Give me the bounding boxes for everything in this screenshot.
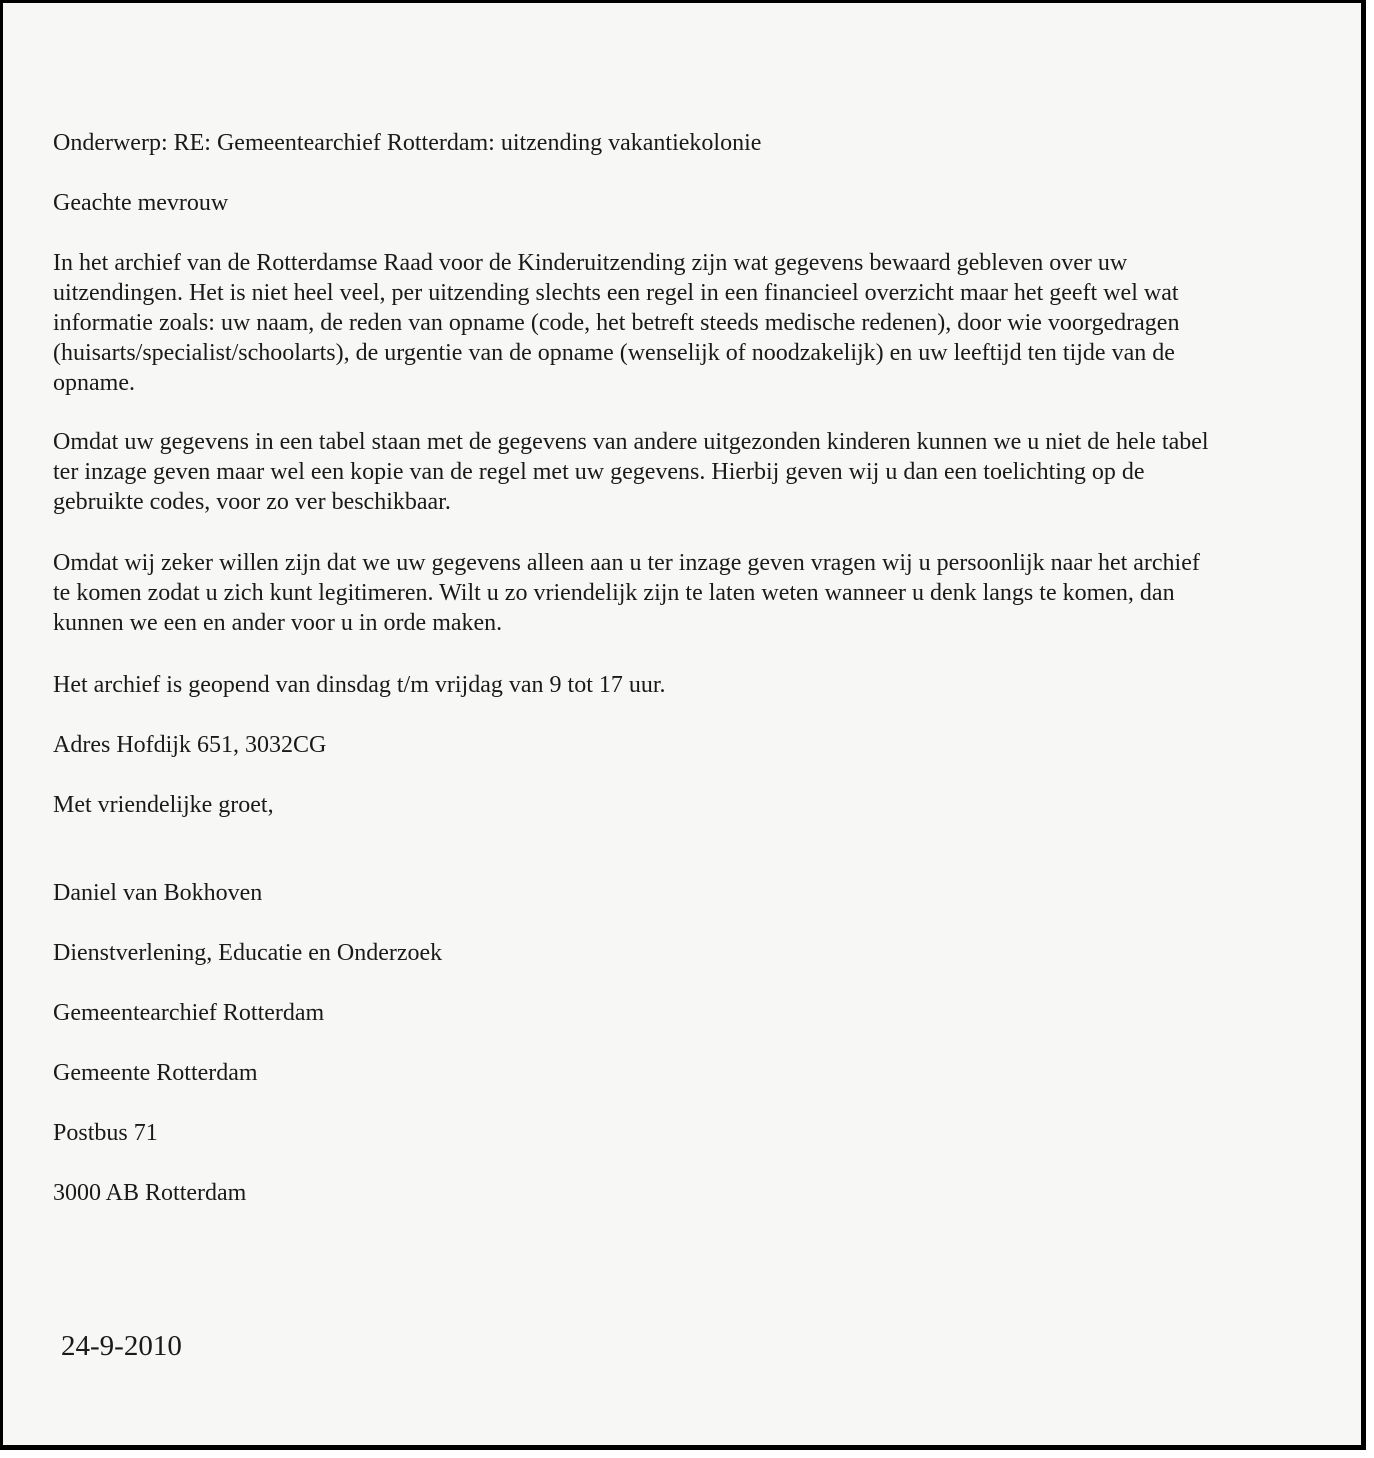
signature-name: Daniel van Bokhoven [53, 880, 263, 906]
signature-postbox: Postbus 71 [53, 1120, 158, 1146]
paragraph-line: gebruikte codes, voor zo ver beschikbaar. [53, 489, 451, 515]
opening-hours: Het archief is geopend van dinsdag t/m vrijdag van 9 tot 17 uur. [53, 672, 666, 698]
paragraph-line: (huisarts/specialist/schoolarts), de urgentie van de opname (wenselijk of noodzakelijk) en uw leeftijd ten tijde van de [53, 340, 1175, 366]
paragraph-line: informatie zoals: uw naam, de reden van opname (code, het betreft steeds medische redenen), door wie voorgedragen [53, 310, 1180, 336]
paragraph-line: opname. [53, 370, 135, 396]
closing: Met vriendelijke groet, [53, 792, 274, 818]
paragraph-line: uitzendingen. Het is niet heel veel, per uitzending slechts een regel in een financieel overzicht maar het geeft wel wat [53, 280, 1179, 306]
signature-organization: Gemeentearchief Rotterdam [53, 1000, 325, 1026]
document-date: 24-9-2010 [61, 1330, 182, 1362]
paragraph-line: Omdat wij zeker willen zijn dat we uw gegevens alleen aan u ter inzage geven vragen wij u persoonlijk naar het archief [53, 550, 1200, 576]
email-subject: Onderwerp: RE: Gemeentearchief Rotterdam: uitzending vakantiekolonie [53, 130, 762, 156]
paragraph-line: In het archief van de Rotterdamse Raad voor de Kinderuitzending zijn wat gegevens bewaard gebleven over uw [53, 250, 1128, 276]
signature-department: Dienstverlening, Educatie en Onderzoek [53, 940, 443, 966]
paragraph-visit-request [53, 548, 1200, 638]
paragraph-archive-info [53, 248, 1179, 398]
address: Adres Hofdijk 651, 3032CG [53, 732, 327, 758]
signature-municipality: Gemeente Rotterdam [53, 1060, 258, 1086]
paragraph-line: ter inzage geven maar wel een kopie van de regel met uw gegevens. Hierbij geven wij u dan een toelichting op de [53, 459, 1145, 485]
paragraph-table-info [53, 427, 1209, 517]
paragraph-line: kunnen we een en ander voor u in orde maken. [53, 610, 503, 636]
paragraph-line: Omdat uw gegevens in een tabel staan met de gegevens van andere uitgezonden kinderen kunnen we u niet de hele tabel [53, 429, 1209, 455]
greeting: Geachte mevrouw [53, 190, 229, 216]
signature-city: 3000 AB Rotterdam [53, 1180, 247, 1206]
paragraph-line: te komen zodat u zich kunt legitimeren. Wilt u zo vriendelijk zijn te laten weten wanneer u denk langs te komen, dan [53, 580, 1175, 606]
